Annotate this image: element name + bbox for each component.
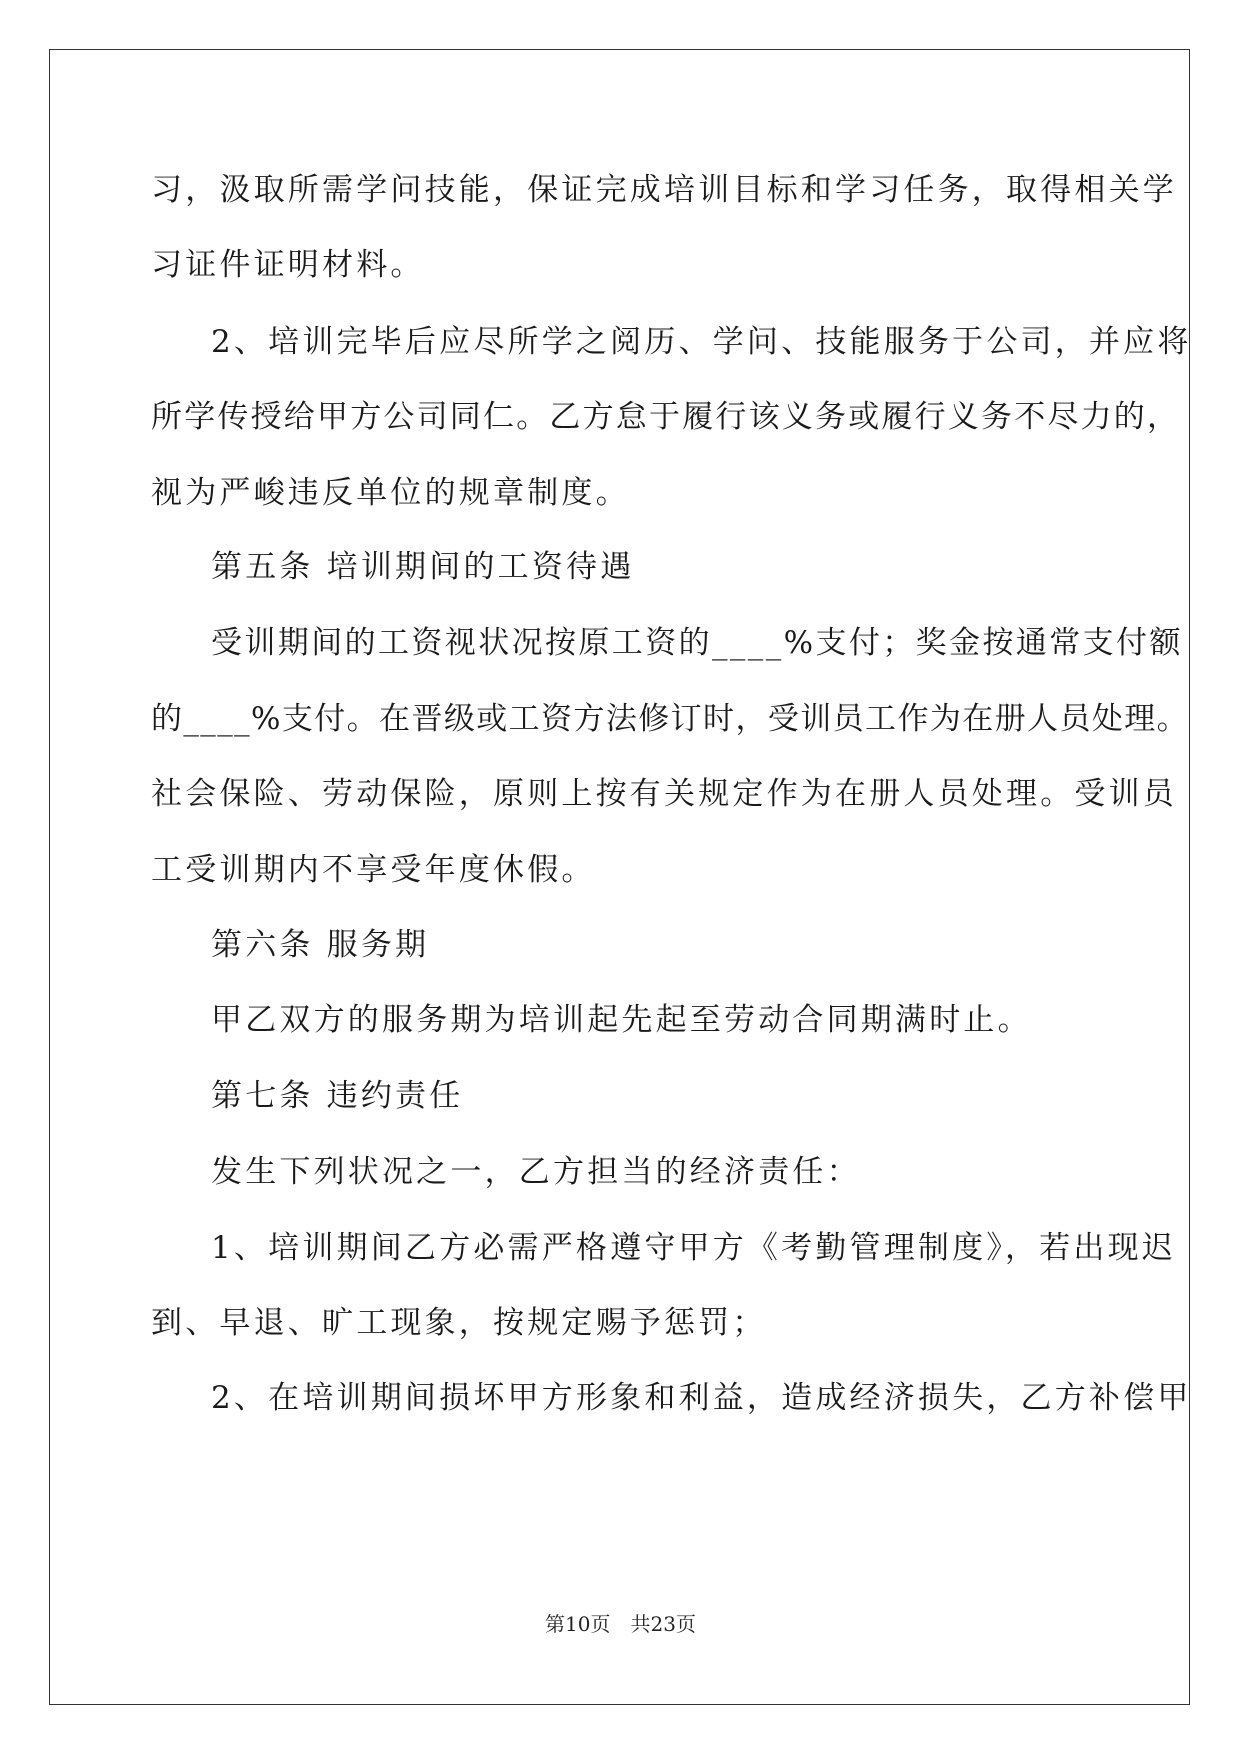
- text-line: 1、培训期间乙方必需严格遵守甲方《考勤管理制度》，若出现迟: [211, 1230, 1177, 1266]
- page-number-footer: 第10页 共23页: [545, 1612, 696, 1636]
- text-line: 所学传授给甲方公司同仁。乙方怠于履行该义务或履行义务不尽力的，: [151, 399, 1181, 435]
- text-line: 社会保险、劳动保险，原则上按有关规定作为在册人员处理。受训员: [151, 776, 1177, 812]
- text-line: 甲乙双方的服务期为培训起先起至劳动合同期满时止。: [211, 1002, 1032, 1038]
- text-line: 习，汲取所需学问技能，保证完成培训目标和学习任务，取得相关学: [151, 172, 1177, 208]
- section-heading: 第六条 服务期: [211, 927, 430, 963]
- text-line: 受训期间的工资视状况按原工资的____%支付；奖金按通常支付额: [211, 625, 1183, 661]
- section-heading: 第五条 培训期间的工资待遇: [211, 549, 635, 585]
- text-line: 2、培训完毕后应尽所学之阅历、学问、技能服务于公司，并应将: [211, 324, 1192, 360]
- text-line: 2、在培训期间损坏甲方形象和利益，造成经济损失，乙方补偿甲: [211, 1380, 1192, 1416]
- text-line: 的____%支付。在晋级或工资方法修订时，受训员工作为在册人员处理。: [151, 701, 1190, 737]
- text-line: 习证件证明材料。: [151, 247, 425, 283]
- text-line: 到、早退、旷工现象，按规定赐予惩罚；: [151, 1305, 767, 1341]
- text-line: 发生下列状况之一，乙方担当的经济责任：: [211, 1154, 861, 1190]
- section-heading: 第七条 违约责任: [211, 1078, 464, 1114]
- text-line: 工受训期内不享受年度休假。: [151, 852, 596, 888]
- text-line: 视为严峻违反单位的规章制度。: [151, 475, 630, 511]
